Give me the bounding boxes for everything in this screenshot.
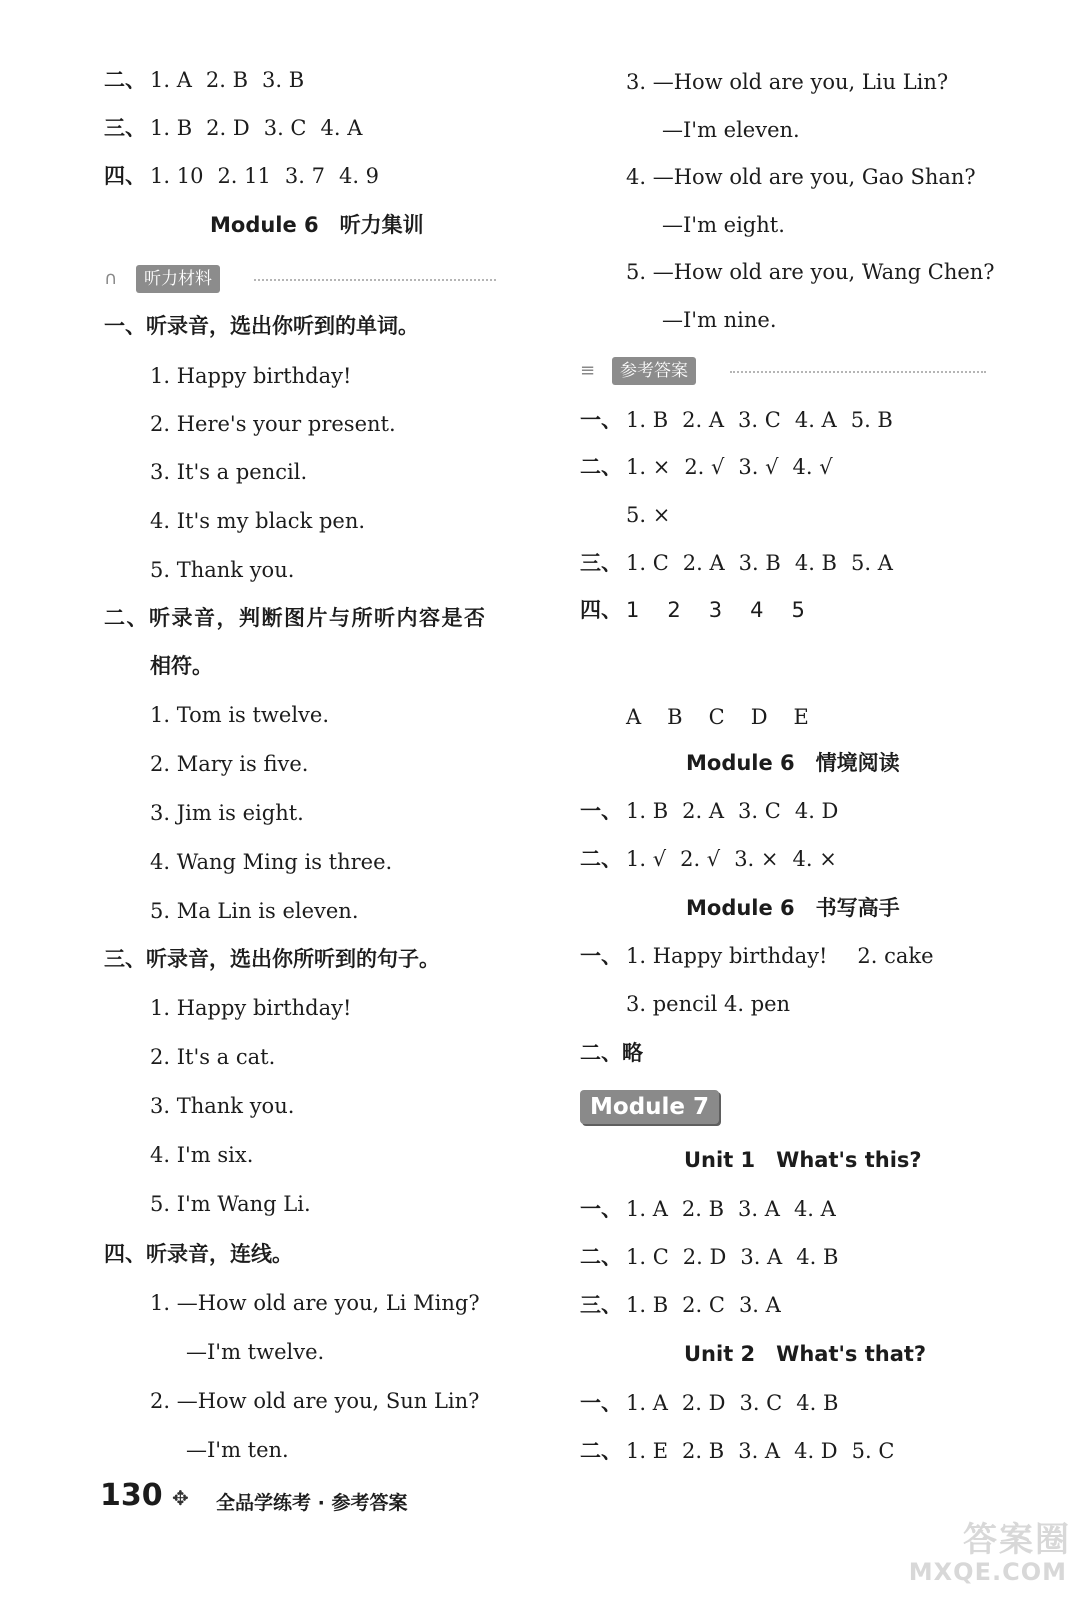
- row-lead: 一、: [580, 943, 622, 968]
- answer-item: 4. √: [792, 455, 833, 479]
- answer-item: 3. C: [263, 116, 307, 140]
- answer-item: 4. 9: [338, 164, 380, 188]
- watermark-logo: [891, 1512, 1071, 1592]
- answer-item: 4. B: [796, 1391, 839, 1415]
- question-title: 三、听录音，选出你所听到的句子。: [104, 947, 440, 971]
- module7-badge: Module 7: [580, 1090, 719, 1124]
- answer-item: 3. C: [738, 408, 781, 432]
- answer-item: 1. E: [626, 1439, 669, 1463]
- answer-item: 1. A: [626, 1391, 668, 1415]
- answer-item: 5: [791, 598, 805, 622]
- answer-item: 1. B: [626, 408, 669, 432]
- answer-item: 3. A: [740, 1245, 783, 1269]
- unit-heading: Unit 2 What's that?: [684, 1342, 927, 1366]
- answer-item: 3. √: [738, 455, 779, 479]
- answer-item: 2. D: [682, 1245, 727, 1269]
- list-item: 1. Happy birthday!: [150, 364, 352, 388]
- answer-row: [580, 549, 907, 577]
- answer-row: [580, 453, 847, 481]
- page-number: 130: [100, 1478, 163, 1513]
- answer-item: 1. A: [150, 68, 192, 92]
- listening-material-bar: [104, 265, 496, 293]
- dialog-line: —I'm eight.: [662, 213, 785, 237]
- watermark-line2: MXQE.COM: [908, 1558, 1067, 1586]
- answer-item: 1. A: [626, 1197, 668, 1221]
- answer-row: [580, 1389, 852, 1417]
- answer-item: 3. B: [738, 551, 781, 575]
- answer-item: 2. cake: [857, 944, 934, 968]
- row-lead: 三、: [580, 1292, 622, 1317]
- answer-item: 5. A: [850, 551, 893, 575]
- row-lead: 三、: [104, 115, 146, 140]
- answer-item: 4. ×: [792, 847, 837, 871]
- list-item: 5. Thank you.: [150, 558, 295, 582]
- list-item: 3. Thank you.: [150, 1094, 295, 1118]
- question-title: 二、听录音，判断图片与所听内容是否: [104, 606, 487, 630]
- answer-row: [580, 1243, 852, 1271]
- list-item: 1. Tom is twelve.: [150, 703, 330, 727]
- answer-item: 3. C: [739, 1391, 783, 1415]
- answer-row: [580, 1195, 850, 1223]
- answer-row: [104, 66, 318, 94]
- answer-item: 5. C: [851, 1439, 895, 1463]
- book-title: 全品学练考 · 参考答案: [216, 1492, 408, 1514]
- answer-key-bar: [580, 357, 986, 385]
- dialog-line: 4. —How old are you, Gao Shan?: [626, 165, 976, 189]
- answer-item: 2. √: [680, 847, 721, 871]
- headphone-icon: ∩: [104, 268, 118, 289]
- answer-item: 4. A: [793, 1197, 836, 1221]
- answer-item: 2. C: [682, 1293, 725, 1317]
- row-lead: 一、: [580, 798, 622, 823]
- dialog-line: —I'm ten.: [186, 1438, 289, 1462]
- answer-item: 3: [708, 598, 723, 622]
- answer-item: 4. D: [794, 1439, 838, 1463]
- answer-row: [580, 1291, 795, 1319]
- question-title-cont: 相符。: [150, 654, 213, 678]
- answer-item: 1. Happy birthday!: [626, 944, 828, 968]
- dotted-divider: [730, 371, 986, 373]
- answer-item: 4. A: [794, 408, 837, 432]
- list-item: 5. Ma Lin is eleven.: [150, 899, 359, 923]
- list-item: 4. I'm six.: [150, 1143, 254, 1167]
- answer-item: 1. √: [626, 847, 667, 871]
- answer-item: 4. D: [794, 799, 839, 823]
- answer-item: 1. ×: [626, 455, 671, 479]
- answer-row: [626, 703, 823, 731]
- dialog-line: —I'm nine.: [662, 308, 777, 332]
- list-item: 4. It's my black pen.: [150, 509, 366, 533]
- answer-item: 3. pencil 4. pen: [626, 992, 791, 1016]
- answer-item: E: [793, 705, 809, 729]
- row-lead: 一、: [580, 1196, 622, 1221]
- diamond-icon: ✥: [172, 1486, 189, 1510]
- answer-item: A: [626, 705, 642, 729]
- answer-item: 2: [667, 598, 681, 622]
- listening-material-tag: 听力材料: [136, 265, 220, 293]
- answer-row: [580, 406, 907, 434]
- answer-row: [580, 797, 852, 825]
- list-item: 5. I'm Wang Li.: [150, 1192, 311, 1216]
- answer-item: 4. B: [796, 1245, 839, 1269]
- answer-item: 2. A: [682, 551, 725, 575]
- answer-item: 4. B: [794, 551, 837, 575]
- list-item: 1. Happy birthday!: [150, 996, 352, 1020]
- dialog-line: 1. —How old are you, Li Ming?: [150, 1291, 480, 1315]
- answer-item: 5. B: [850, 408, 893, 432]
- list-item: 4. Wang Ming is three.: [150, 850, 393, 874]
- list-item: 2. Here's your present.: [150, 412, 396, 436]
- answer-row: [580, 1437, 908, 1465]
- watermark-line1: 答案圈: [963, 1520, 1071, 1560]
- row-lead: 二、: [580, 1244, 622, 1269]
- answer-item: 4. A: [320, 116, 363, 140]
- answer-key-icon: ≡: [580, 360, 596, 381]
- answer-item: B: [667, 705, 683, 729]
- dialog-line: 5. —How old are you, Wang Chen?: [626, 260, 995, 284]
- row-lead: 二、: [580, 1438, 622, 1463]
- row-lead: 三、: [580, 550, 622, 575]
- answer-row: [580, 845, 851, 873]
- answer-row: [104, 162, 393, 190]
- answer-item: 1: [626, 598, 640, 622]
- answer-item: 3. C: [738, 799, 781, 823]
- answer-item: 2. A: [682, 408, 725, 432]
- row-lead: 四、: [580, 598, 622, 622]
- answer-item: 2. D: [206, 116, 250, 140]
- answer-row: [580, 942, 948, 970]
- dialog-line: —I'm twelve.: [186, 1340, 325, 1364]
- answer-item: 2. D: [681, 1391, 726, 1415]
- answer-item: 2. 11: [217, 164, 271, 188]
- row-lead: 二、: [104, 67, 146, 92]
- dialog-line: 2. —How old are you, Sun Lin?: [150, 1389, 480, 1413]
- answer-item: 1. C: [626, 1245, 669, 1269]
- list-item: 2. It's a cat.: [150, 1045, 276, 1069]
- answer-item: 5. ×: [626, 503, 671, 527]
- answer-item: 1. C: [626, 551, 669, 575]
- answer-item: 3. B: [262, 68, 305, 92]
- dialog-line: 3. —How old are you, Liu Lin?: [626, 70, 949, 94]
- module-heading: Module 6 听力集训: [210, 213, 424, 237]
- section-heading: Module 6 书写高手: [686, 896, 900, 920]
- answer-item: 4: [750, 598, 764, 622]
- answer-item: 1. B: [626, 799, 669, 823]
- dotted-divider: [254, 279, 496, 281]
- answer-item: 1. 10: [150, 164, 204, 188]
- unit-heading: Unit 1 What's this?: [684, 1148, 922, 1172]
- answer-item: 1. B: [626, 1293, 669, 1317]
- row-lead: 一、: [580, 407, 622, 432]
- list-item: 3. Jim is eight.: [150, 801, 304, 825]
- answer-item: 2. A: [682, 799, 725, 823]
- row-lead: 四、: [104, 163, 146, 188]
- answer-item: 3. A: [738, 1293, 781, 1317]
- answer-item: 2. √: [684, 455, 725, 479]
- answer-item: 3. A: [738, 1439, 781, 1463]
- question-title: 四、听录音，连线。: [104, 1242, 293, 1266]
- answer-item: 3. ×: [734, 847, 779, 871]
- answer-item: 2. B: [682, 1439, 725, 1463]
- row-lead: 二、: [580, 454, 622, 479]
- question-title: 一、听录音，选出你听到的单词。: [104, 314, 419, 338]
- section-heading: Module 6 情境阅读: [686, 751, 900, 775]
- answer-item: 1. B: [150, 116, 193, 140]
- row-lead: 二、: [580, 846, 622, 871]
- list-item: 3. It's a pencil.: [150, 460, 308, 484]
- row-lead: 一、: [580, 1390, 622, 1415]
- answer-item: C: [708, 705, 725, 729]
- dialog-line: —I'm eleven.: [662, 118, 800, 142]
- list-item: 2. Mary is five.: [150, 752, 309, 776]
- answer-key-tag: 参考答案: [612, 357, 696, 385]
- answer-item: 3. 7: [284, 164, 325, 188]
- answer-item: 3. A: [738, 1197, 780, 1221]
- answer-item: 2. B: [205, 68, 249, 92]
- answer-row: [580, 596, 819, 624]
- answer-item: 2. B: [681, 1197, 725, 1221]
- answer-row: 二、略: [580, 1041, 643, 1065]
- answer-item: D: [750, 705, 768, 729]
- answer-row: [104, 114, 376, 142]
